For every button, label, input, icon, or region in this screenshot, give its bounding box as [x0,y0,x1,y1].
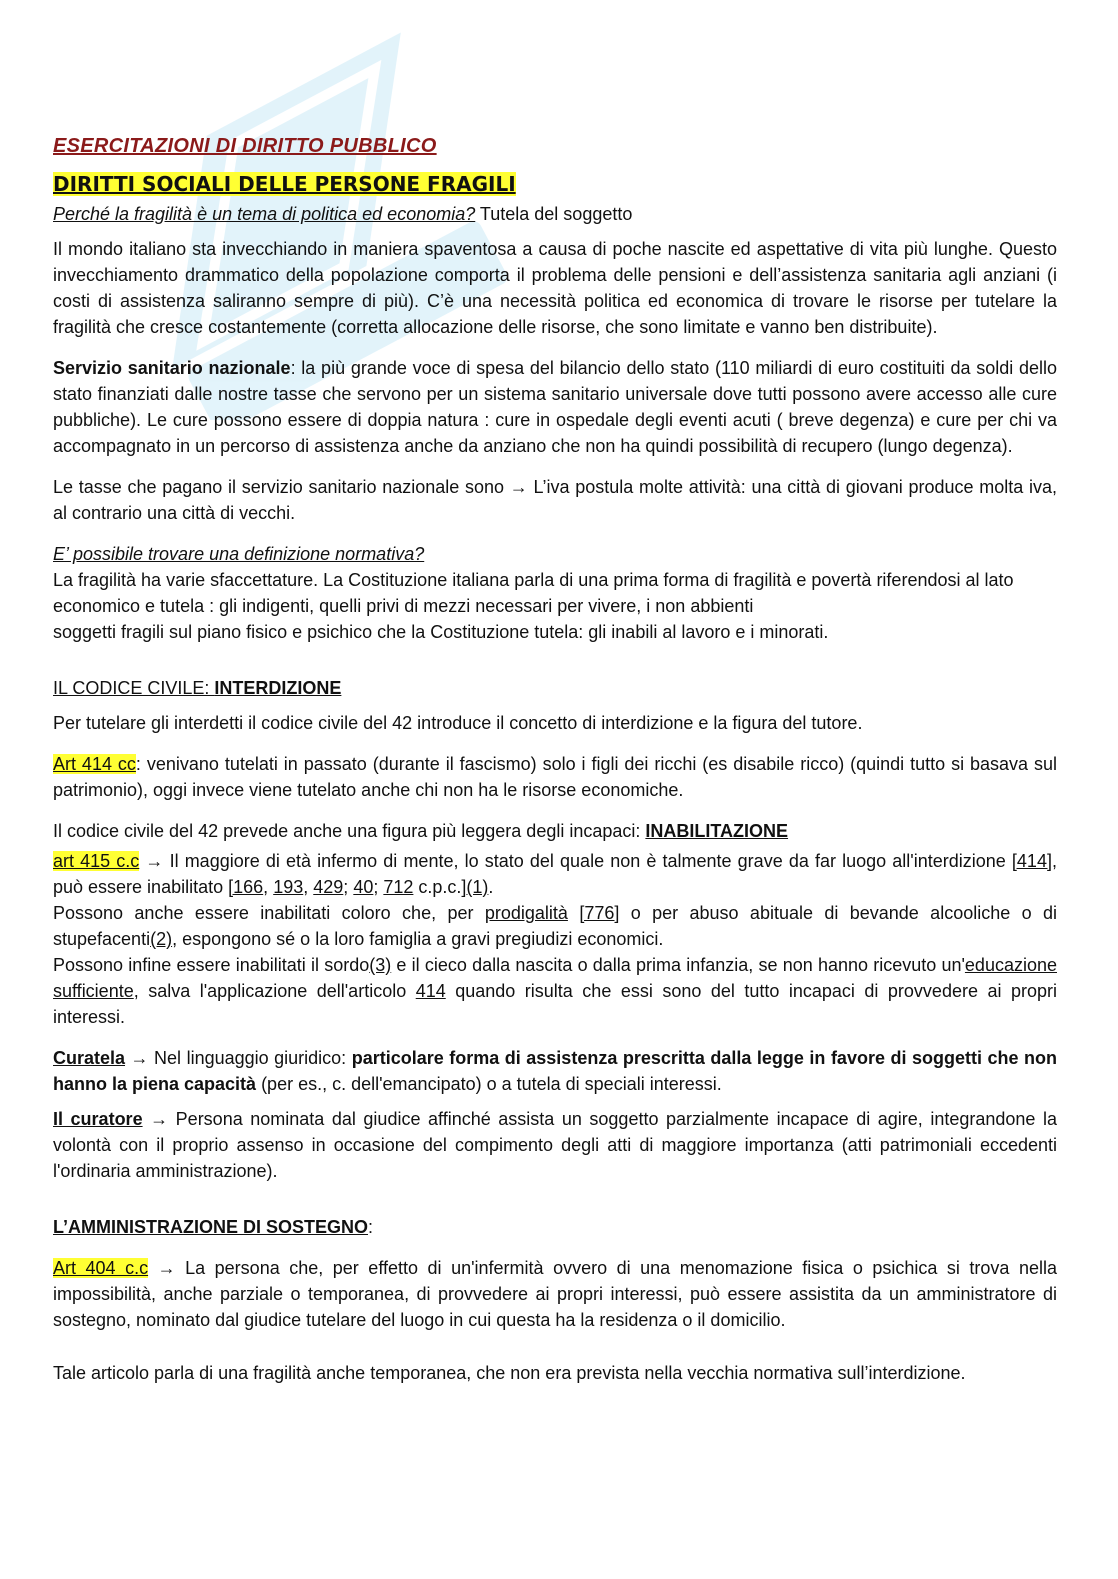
ref-193[interactable]: 193 [273,877,304,897]
paragraph-temporanea: Tale articolo parla di una fragilità anche temporanea, che non era prevista nella vecchia normativa sull’interdizione. [53,1363,966,1383]
ssn-term: Servizio sanitario nazionale [53,358,291,378]
paragraph-aging: Il mondo italiano sta invecchiando in maniera spaventosa a causa di poche nascite ed aspettative di vita più lunghe. Questo invecchiamento drammatico della popolazione comporta il problema delle pensioni e dell’assistenza sanitaria agli anziani (i costi di assistenza saliranno sempre di più). C’è una necessità politica ed economica di trovare le risorse per tutelare la fragilità che cresce costantemente (corretta allocazione delle risorse, che sono limitate e vanno ben distribuite). [53,239,1057,337]
ref-414b[interactable]: 414 [415,981,446,1001]
art404-label: Art 404 c.c [53,1258,149,1278]
question-answer: Tutela del soggetto [475,204,633,224]
curatore-term: Il curatore [53,1109,143,1129]
amministrazione-term: L’AMMINISTRAZIONE DI SOSTEGNO [53,1217,369,1237]
inabilitazione-term: INABILITAZIONE [645,821,789,841]
inabilitazione-text: Il codice civile del 42 prevede anche una figura più leggera degli incapaci: [53,821,646,841]
paragraph-definition-2: soggetti fragili sul piano fisico e psichico che la Costituzione tutela: gli inabili al lavoro e i minorati. [53,622,829,642]
document-page [53,133,1057,1386]
curatela-term: Curatela [53,1048,126,1068]
ref-712[interactable]: 712 [383,877,414,897]
paragraph-art414 [53,751,1057,803]
note-3[interactable]: (3) [369,955,392,975]
curatela-text-1: → Nel linguaggio giuridico: [125,1048,352,1068]
ref-166[interactable]: [166 [228,877,264,897]
prodigalita-space [568,903,579,923]
amministrazione-suffix: : [368,1217,374,1237]
sordo-text-2: e il cieco dalla nascita o dalla prima infanzia, se non hanno ricevuto un' [391,955,965,975]
prodigalita-link[interactable]: prodigalità [484,903,568,923]
paragraph-tutore: Per tutelare gli interdetti il codice civile del 42 introduce il concetto di interdizione e la figura del tutore. [53,713,863,733]
section-title-text: DIRITTI SOCIALI DELLE PERSONE FRAGILI [53,172,516,196]
paragraph-art415 [53,848,1057,900]
ref-414[interactable]: [414] [1011,851,1052,871]
art404-text: → La persona che, per effetto di un'infermità ovvero di una menomazione fisica o psichica si trova nella impossibilità, anche parziale o temporanea, di provvedere ai propri interessi, può essere assistita da un amministratore di sostegno, nominato dal giudice tutelare del luogo in cui questa ha la residenza o il domicilio. [53,1258,1057,1330]
sep-1: , [263,877,274,897]
sep-3: ; [343,877,354,897]
educazione-link[interactable]: educazione sufficiente [53,955,1057,1001]
prodigalita-text-2: o per abuso abituale di bevande alcooliche o di stupefacenti [53,903,1058,949]
sordo-text-1: Possono infine essere inabilitati il sordo [53,955,370,975]
art414-label: Art 414 cc [53,754,136,774]
paragraph-sordo [53,952,1057,1030]
curatela-text-2: (per es., c. dell'emancipato) o a tutela di speciali interessi. [256,1074,722,1094]
paragraph-curatore [53,1106,1057,1184]
ref-40[interactable]: 40 [353,877,374,897]
section-title [53,171,1057,197]
heading-interdizione [53,675,1057,701]
question-fragility [53,201,1057,227]
ssn-text: : la più grande voce di spesa del bilancio dello stato (110 miliardi di euro costituiti da soldi dello stato finanziati dalle nostre tasse che servono per un sistema sanitario universale dove tutti possono avere accesso alle cure pubbliche). Le cure possono essere di doppia natura : cure in ospedale degli eventi acuti ( breve degenza) e cure per chi va accompagnato in un percorso di assistenza anche da anziano che non ha quindi possibilità di recupero (lungo degenza). [53,358,1057,456]
paragraph-curatela [53,1045,1057,1097]
art415-text-1: Il maggiore di età infermo di mente, lo stato del quale non è talmente grave da far luogo all'interdizione [169,851,1012,871]
paragraph-prodigalita [53,900,1057,952]
curatore-text: → Persona nominata dal giudice affinché assista un soggetto parzialmente incapace di agire, integrandone la volontà con il proprio assenso in occasione del compimento degli atti di maggiore importanza (atti patrimoniali eccedenti l'ordinaria amministrazione). [53,1109,1057,1181]
art415-arrow: → [139,851,170,871]
sep-2: , [303,877,314,897]
sordo-text-3: , salva l'applicazione dell'articolo [133,981,416,1001]
prodigalita-text-1: Possono anche essere inabilitati coloro che, per [53,903,485,923]
heading-prefix: IL CODICE CIVILE: [53,678,215,698]
document-title: ESERCITAZIONI DI DIRITTO PUBBLICO [53,135,437,157]
paragraph-definition-1: La fragilità ha varie sfaccettature. La Costituzione italiana parla di una prima forma di fragilità e povertà riferendosi al lato economico e tutela : gli indigenti, quelli privi di mezzi necessari per vivere, i non abbienti [53,570,1014,616]
ref-776[interactable]: [776] [579,903,620,923]
paragraph-ssn [53,355,1057,459]
note-2[interactable]: (2) [150,929,173,949]
question-definition [53,541,1057,567]
curatela-bold: particolare forma di assistenza prescritta dalla legge in favore di soggetti che non hanno la piena capacità [53,1048,1057,1094]
heading-term: INTERDIZIONE [214,678,342,698]
heading-amministrazione [53,1214,1057,1240]
paragraph-art404 [53,1255,1057,1333]
prodigalita-text-3: , espongono sé o la loro famiglia a gravi pregiudizi economici. [172,929,664,949]
art415-text-3: c.p.c.] [413,877,467,897]
art415-label: art 415 c.c [53,851,140,871]
art415-text-2: , può essere inabilitato [53,851,1057,897]
art414-text: : venivano tutelati in passato (durante il fascismo) solo i figli dei ricchi (es disabile ricco) (quindi tutto si basava sul patrimonio), oggi invece viene tutelato anche chi non ha le risorse economiche. [53,754,1057,800]
paragraph-taxes: Le tasse che pagano il servizio sanitario nazionale sono → L’iva postula molte attività: una città di giovani produce molta iva, al contrario una città di vecchi. [53,477,1057,523]
definition-question: E’ possibile trovare una definizione normativa? [53,544,425,564]
sep-4: ; [373,877,384,897]
sordo-text-4: quando risulta che essi sono del tutto incapaci di provvedere ai propri interessi. [53,981,1057,1027]
note-1[interactable]: (1) [466,877,489,897]
art415-text-4: . [488,877,494,897]
paragraph-inabilitazione [53,818,1057,844]
ref-429[interactable]: 429 [313,877,344,897]
question-text: Perché la fragilità è un tema di politica ed economia? [53,204,476,224]
